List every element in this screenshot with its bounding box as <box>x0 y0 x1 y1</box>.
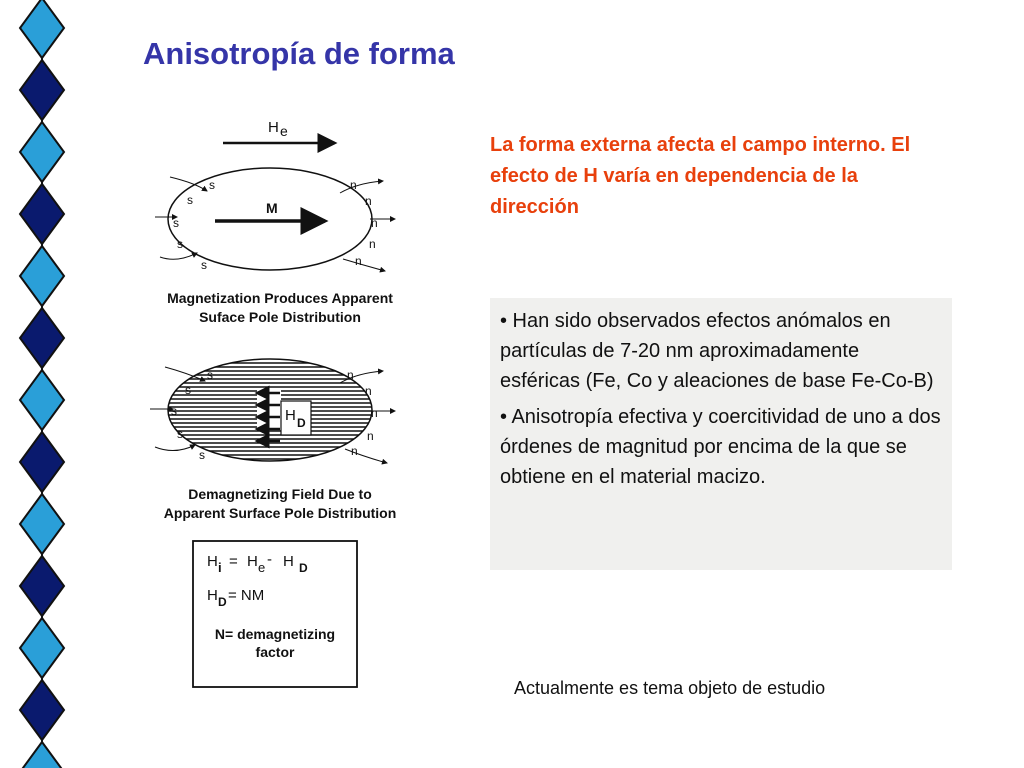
subtitle-text: La forma externa afecta el campo interno. El efecto de H varía en dependencia de la dirección <box>490 134 911 218</box>
svg-text:s: s <box>199 448 205 462</box>
bottom-diagram-caption <box>164 486 397 521</box>
diamond-decoration <box>20 680 64 740</box>
svg-text:e: e <box>258 560 266 575</box>
svg-text:s: s <box>177 237 183 251</box>
svg-text:D: D <box>218 595 227 609</box>
external-field-arrow <box>223 119 335 143</box>
svg-text:s: s <box>177 427 183 441</box>
svg-text:s: s <box>207 368 213 382</box>
svg-text:H: H <box>247 553 258 570</box>
diamond-decoration <box>20 122 64 182</box>
svg-text:H: H <box>207 553 218 570</box>
page-title: Anisotropía de forma <box>143 36 455 71</box>
diamond-decoration <box>20 370 64 430</box>
svg-text:M: M <box>266 200 278 216</box>
svg-text:n: n <box>365 384 372 398</box>
formula-box <box>193 541 357 687</box>
svg-text:H: H <box>283 553 294 570</box>
diamond-decoration <box>20 494 64 554</box>
bullet-box <box>490 298 952 570</box>
svg-text:D: D <box>297 416 306 430</box>
svg-text:i: i <box>218 560 222 575</box>
svg-text:n: n <box>369 237 376 251</box>
svg-text:n: n <box>351 444 358 458</box>
svg-text:e: e <box>280 123 288 139</box>
svg-text:=: = <box>229 553 238 570</box>
demagnetizing-field-label <box>281 401 311 435</box>
svg-text:s: s <box>209 178 215 192</box>
magnetized-particle-ellipse <box>168 168 372 270</box>
svg-text:N= demagnetizing: N= demagnetizing <box>214 626 336 642</box>
svg-text:s: s <box>201 258 207 272</box>
footer-text: Actualmente es tema objeto de estudio <box>514 678 826 698</box>
svg-text:s: s <box>171 404 177 418</box>
diamond-decoration <box>20 432 64 492</box>
bullet-item: • Han sido observados efectos anómalos en partículas de 7-20 nm aproximadamente esféricas (Fe, Co y aleaciones de base Fe-Co-B) <box>500 310 934 392</box>
svg-text:-: - <box>267 551 272 568</box>
svg-text:n: n <box>347 368 354 382</box>
diamond-decoration <box>20 742 64 768</box>
diamond-decoration <box>20 60 64 120</box>
diamond-decoration <box>20 618 64 678</box>
svg-text:H: H <box>207 587 218 604</box>
diamond-decoration <box>20 184 64 244</box>
svg-text:Suface Pole Distribution: Suface Pole Distribution <box>199 309 361 325</box>
decorative-diamond-chain <box>0 0 90 768</box>
svg-text:Magnetization Produces Apparen: Magnetization Produces Apparent <box>167 290 393 306</box>
svg-text:H: H <box>285 407 296 424</box>
svg-text:n: n <box>371 216 378 230</box>
svg-text:s: s <box>187 193 193 207</box>
svg-text:D: D <box>299 561 308 575</box>
svg-text:Demagnetizing Field Due to: Demagnetizing Field Due to <box>188 486 372 502</box>
diamond-decoration <box>20 0 64 58</box>
svg-text:factor: factor <box>255 644 295 660</box>
svg-text:n: n <box>365 194 372 208</box>
top-diagram-caption <box>167 290 393 325</box>
diamond-decoration <box>20 308 64 368</box>
bullet-item: • Anisotropía efectiva y coercitividad de uno a dos órdenes de magnitud por encima de la que se obtiene en el material macizo. <box>500 406 941 488</box>
shape-anisotropy-figure <box>125 105 445 695</box>
svg-text:= NM: = NM <box>228 587 265 604</box>
svg-text:Apparent Surface Pole Distribu: Apparent Surface Pole Distribution <box>163 505 397 521</box>
svg-text:s: s <box>185 383 191 397</box>
svg-text:n: n <box>367 429 374 443</box>
diamond-decoration <box>20 246 64 306</box>
svg-text:n: n <box>371 406 378 420</box>
diamond-decoration <box>20 556 64 616</box>
svg-text:n: n <box>350 178 357 192</box>
svg-text:s: s <box>173 216 179 230</box>
svg-text:n: n <box>355 254 362 268</box>
svg-text:H: H <box>268 119 279 136</box>
